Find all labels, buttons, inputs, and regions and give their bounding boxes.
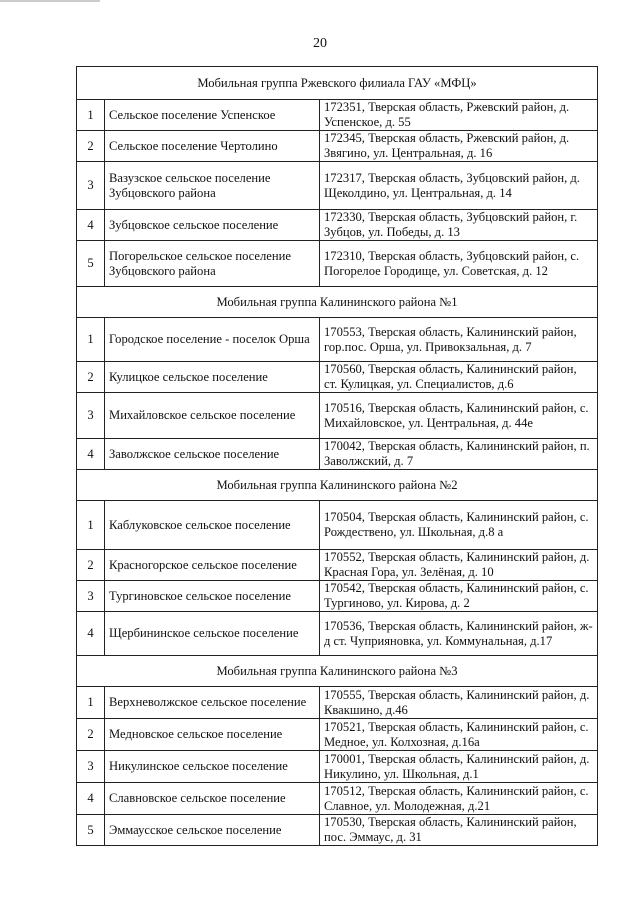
settlement-name: Славновское сельское поселение: [105, 783, 320, 815]
settlement-name: Сельское поселение Успенское: [105, 100, 320, 131]
row-number: 5: [77, 241, 105, 287]
row-number: 2: [77, 362, 105, 393]
table-row: [77, 362, 598, 393]
table-row: [77, 501, 598, 550]
group-header-row: [77, 287, 598, 318]
settlement-name: Вазузское сельское поселение Зубцовского района: [105, 162, 320, 210]
settlement-name: Тургиновское сельское поселение: [105, 581, 320, 612]
row-number: 1: [77, 501, 105, 550]
table-row: [77, 318, 598, 362]
row-number: 1: [77, 687, 105, 719]
settlement-address: 172310, Тверская область, Зубцовский район, с. Погорелое Городище, ул. Советская, д. 12: [320, 241, 598, 287]
table-row: [77, 241, 598, 287]
row-number: 3: [77, 751, 105, 783]
row-number: 1: [77, 100, 105, 131]
row-number: 3: [77, 162, 105, 210]
table-row: [77, 100, 598, 131]
settlement-address: 170555, Тверская область, Калининский район, д. Квакшино, д.46: [320, 687, 598, 719]
settlement-name: Сельское поселение Чертолино: [105, 131, 320, 162]
table-row: [77, 612, 598, 656]
table-row: [77, 687, 598, 719]
row-number: 1: [77, 318, 105, 362]
group-header-row: [77, 470, 598, 501]
settlement-name: Городское поселение - поселок Орша: [105, 318, 320, 362]
settlement-name: Кулицкое сельское поселение: [105, 362, 320, 393]
group-title: Мобильная группа Калининского района №1: [77, 287, 598, 318]
settlement-name: Каблуковское сельское поселение: [105, 501, 320, 550]
table-row: [77, 751, 598, 783]
table-row: [77, 783, 598, 815]
group-header-row: [77, 656, 598, 687]
settlement-address: 170516, Тверская область, Калининский район, с. Михайловское, ул. Центральная, д. 44е: [320, 393, 598, 439]
settlement-name: Красногорское сельское поселение: [105, 550, 320, 581]
settlement-name: Никулинское сельское поселение: [105, 751, 320, 783]
settlement-name: Погорельское сельское поселение Зубцовского района: [105, 241, 320, 287]
scan-edge-marks: [0, 0, 640, 8]
row-number: 5: [77, 815, 105, 846]
settlement-address: 172330, Тверская область, Зубцовский район, г. Зубцов, ул. Победы, д. 13: [320, 210, 598, 241]
group-title: Мобильная группа Калининского района №2: [77, 470, 598, 501]
row-number: 4: [77, 210, 105, 241]
row-number: 2: [77, 131, 105, 162]
row-number: 4: [77, 439, 105, 470]
row-number: 3: [77, 581, 105, 612]
settlement-address: 170504, Тверская область, Калининский район, с. Рождествено, ул. Школьная, д.8 а: [320, 501, 598, 550]
settlement-name: Щербининское сельское поселение: [105, 612, 320, 656]
settlement-name: Эммаусское сельское поселение: [105, 815, 320, 846]
settlement-address: 170560, Тверская область, Калининский район, ст. Кулицкая, ул. Специалистов, д.6: [320, 362, 598, 393]
settlement-address: 170512, Тверская область, Калининский район, с. Славное, ул. Молодежная, д.21: [320, 783, 598, 815]
settlement-address: 170521, Тверская область, Калининский район, с. Медное, ул. Колхозная, д.16а: [320, 719, 598, 751]
table-row: [77, 162, 598, 210]
page-number: 20: [313, 36, 327, 51]
settlement-address: 170042, Тверская область, Калининский район, п. Заволжский, д. 7: [320, 439, 598, 470]
table-row: [77, 815, 598, 846]
row-number: 4: [77, 612, 105, 656]
settlement-address: 172345, Тверская область, Ржевский район, д. Звягино, ул. Центральная, д. 16: [320, 131, 598, 162]
table-row: [77, 719, 598, 751]
settlement-name: Заволжское сельское поселение: [105, 439, 320, 470]
row-number: 3: [77, 393, 105, 439]
table-row: [77, 210, 598, 241]
table-row: [77, 550, 598, 581]
row-number: 2: [77, 719, 105, 751]
table-row: [77, 131, 598, 162]
settlement-name: Михайловское сельское поселение: [105, 393, 320, 439]
group-header-row: [77, 67, 598, 100]
group-title: Мобильная группа Ржевского филиала ГАУ «МФЦ»: [77, 67, 598, 100]
settlement-name: Зубцовское сельское поселение: [105, 210, 320, 241]
settlement-address: 170542, Тверская область, Калининский район, с. Тургиново, ул. Кирова, д. 2: [320, 581, 598, 612]
row-number: 4: [77, 783, 105, 815]
settlement-address: 172351, Тверская область, Ржевский район, д. Успенское, д. 55: [320, 100, 598, 131]
settlement-address: 172317, Тверская область, Зубцовский район, д. Щеколдино, ул. Центральная, д. 14: [320, 162, 598, 210]
settlement-name: Верхневолжское сельское поселение: [105, 687, 320, 719]
table-row: [77, 439, 598, 470]
mfc-mobile-groups-table: [76, 66, 598, 846]
settlement-address: 170552, Тверская область, Калининский район, д. Красная Гора, ул. Зелёная, д. 10: [320, 550, 598, 581]
row-number: 2: [77, 550, 105, 581]
table-row: [77, 393, 598, 439]
settlement-address: 170530, Тверская область, Калининский район, пос. Эммаус, д. 31: [320, 815, 598, 846]
settlement-address: 170001, Тверская область, Калининский район, д. Никулино, ул. Школьная, д.1: [320, 751, 598, 783]
settlement-name: Медновское сельское поселение: [105, 719, 320, 751]
group-title: Мобильная группа Калининского района №3: [77, 656, 598, 687]
settlement-address: 170536, Тверская область, Калининский район, ж-д ст. Чуприяновка, ул. Коммунальная, д.17: [320, 612, 598, 656]
settlement-address: 170553, Тверская область, Калининский район, гор.пос. Орша, ул. Привокзальная, д. 7: [320, 318, 598, 362]
table-row: [77, 581, 598, 612]
